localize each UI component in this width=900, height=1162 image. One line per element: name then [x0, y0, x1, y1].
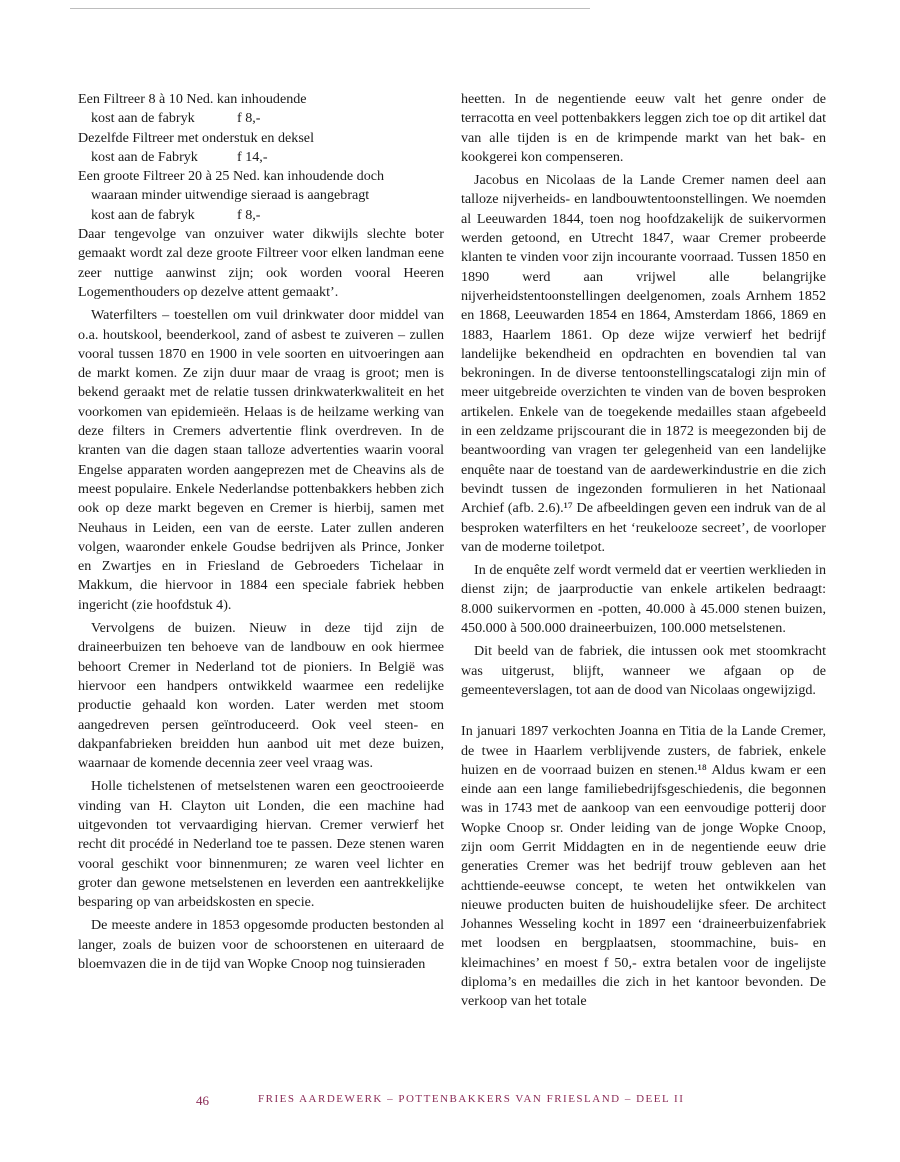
price-list-item-1: Een Filtreer 8 à 10 Ned. kan inhoudende — [78, 91, 307, 107]
paragraph-terracotta: heetten. In de negentiende eeuw valt het genre onder de terracotta en veel pottenbakkers leggen zich toe op dit artikel dat van alle tijden is en de krimpende markt van het bak- en kookgerei kon compenseren. — [461, 91, 826, 165]
price-label: kost aan de Fabryk — [91, 148, 198, 165]
price-row-2 — [78, 148, 444, 167]
price-value: f 8,- — [237, 206, 261, 223]
paragraph-andere-producten: De meeste andere in 1853 opgesomde producten bestonden al langer, zoals de buizen voor de schoorstenen en uiteraard de bloemvazen die in de tijd van Wopke Cnoop nog tuinsieraden — [78, 917, 444, 973]
paragraph-tentoonstellingen: Jacobus en Nicolaas de la Lande Cremer namen deel aan talloze nijverheids- en landbouwtentoonstellingen. We noemden al Leeuwarden 1844, toen nog hoofdzakelijk de suikervormen werden getoond, en Utrecht 1847, waar Cremer probeerde klanten te vinden voor zijn incourante voorraad. Tussen 1850 en 1890 werd aan vrijwel alle belangrijke nijverheidstentoonstellingen deelgenomen, zoals Arnhem 1852 en 1868, Leeuwarden 1854 en 1864, Amsterdam 1866, 1869 en 1883, Haarlem 1861. Op deze wijze verwierf het bedrijf landelijke bekendheid en opdrachten en bovendien tal van bekroningen. In de diverse tentoonstellingscatalogi zijn min of meer uitgebreide overzichten te vinden van de boven besproken artikelen. Enkele van de toegekende medailles staan afgebeeld in een zeldzame prijscourant die in 1872 is meegezonden bij de beantwoording van vragen ter gelegenheid van een landelijke enquête naar de toestand van de aardewerkindustrie en die zich bevindt tussen de ingezonden formulieren in het Nationaal Archief (afb. 2.6).¹⁷ De afbeeldingen geven een indruk van de al besproken waterfilters en het ‘reukelooze secreet’, de voorloper van de moderne toiletpot. — [461, 172, 826, 555]
paragraph-buizen: Vervolgens de buizen. Nieuw in deze tijd zijn de draineerbuizen ten behoeve van de landbouw en ook hiermee behoort Cremer in Nederland tot de pioniers. In België was hiervoor een handpers ontwikkeld waarmee een redelijke productie gehaald kon worden. Later werden met stoom aangedreven persen geïntroduceerd. Ook veel steen- en dakpanfabrieken breidden hun aanbod uit met deze buizen, waarnaar de komende decennia zeer veel vraag was. — [78, 620, 444, 772]
price-list-item-2: Dezelfde Filtreer met onderstuk en deksel — [78, 129, 314, 146]
left-column — [78, 90, 444, 974]
price-value: f 8,- — [237, 110, 261, 127]
paragraph-verkoop: In januari 1897 verkochten Joanna en Titia de la Lande Cremer, de twee in Haarlem verblijvende zusters, de fabriek, enkele huizen en de voorraad buizen en stenen.¹⁸ Aldus kwam er een einde aan een lange familiebedrijfsgeschiedenis, die begonnen was in 1743 met de aankoop van een eenvoudige potterij door Wopke Cnoop sr. Onder leiding van de jonge Wopke Cnoop, zijn oom Gerrit Middagten en in de negentiende eeuw drie generaties Cremer was het bedrijf trouw gebleven aan het achttiende-eeuwse concept, te weten het ontwikkelen van nieuwe producten buiten de huishoudelijke sfeer. De architect Johannes Wesseling kocht in 1897 een ‘draineerbuizenfabriek met loodsen en bergplaatsen, stoommachine, buis- en kleimachines’ en moest f 50,- extra betalen voor de ingelijste diploma’s en medailles die zich in het kantoor bevonden. De verkoop van het totale — [461, 723, 826, 1010]
paragraph-metselstenen: Holle tichelstenen of metselstenen waren een geoctrooieerde vinding van H. Clayton uit Londen, die een machine had uitgevonden tot vervaardiging hiervan. Cremer verwierf het recht dit procédé in Nederland toe te passen. Deze stenen waren vooral geschikt voor binnenmuren; ze waren veel lichter en groter dan gewone metselstenen en leverden een aantrekkelijke besparing op van arbeidskosten en specie. — [78, 778, 444, 911]
paragraph-enquete: In de enquête zelf wordt vermeld dat er veertien werklieden in dienst zijn; de jaarproductie van enkele artikelen bedraagt: 8.000 suikervormen en -potten, 40.000 à 45.000 stenen buizen, 450.000 à 500.000 draineerbuizen, 100.000 metselstenen. — [461, 562, 826, 637]
top-rule — [70, 8, 590, 9]
price-value: f 14,- — [237, 148, 268, 165]
price-label: kost aan de fabryk — [91, 110, 195, 127]
page-number: 46 — [196, 1093, 209, 1108]
running-title: FRIES AARDEWERK – POTTENBAKKERS VAN FRIESLAND – DEEL II — [258, 1093, 685, 1105]
right-column — [461, 90, 826, 1012]
price-list-item-3-cont: waaraan minder uitwendige sieraad is aangebragt — [91, 187, 370, 204]
price-row-1 — [78, 109, 444, 128]
price-label: kost aan de fabryk — [91, 206, 195, 223]
paragraph-stoomkracht: Dit beeld van de fabriek, die intussen ook met stoomkracht was uitgerust, blijft, wanneer we afgaan op de gemeenteverslagen, tot aan de dood van Nicolaas ongewijzigd. — [461, 643, 826, 698]
quote-ending: Daar tengevolge van onzuiver water dikwijls slechte boter gemaakt wordt zal deze groote Filtreer voor elken landman eene zeer nuttige aanwinst zijn; ook worden vooral Heeren Logementhouders op dezelve attent gemaakt’. — [78, 226, 444, 300]
paragraph-waterfilters: Waterfilters – toestellen om vuil drinkwater door middel van o.a. houtskool, beenderkool, zand of asbest te zuiveren – zullen vooral tussen 1870 en 1900 in vele soorten en uitvoeringen aan de markt komen. Ze zijn duur maar de vraag is groot; men is bekend geraakt met de relatie tussen drinkwaterkwaliteit en het voorkomen van epidemieën. Helaas is de heilzame werking van deze filters in Cremers advertentie flink overdreven. In de kranten van die dagen staan talloze advertenties waarin vooral Engelse apparaten worden aangeprezen met de Cheavins als de meest populaire. Enkele Nederlandse pottenbakkers hebben zich ook op deze markt begeven en Cremer is hierbij, samen met Neuhaus in Leiden, een van de eerste. Later zullen anderen volgen, waaronder enkele Goudse bedrijven als Prince, Jonker en Zwartjes en in Friesland de Gebroeders Tichelaar in Makkum, die hiervoor in 1884 een speciale fabriek hebben ingericht (zie hoofdstuk 4). — [78, 307, 444, 613]
price-row-3 — [78, 206, 444, 225]
price-list-item-3: Een groote Filtreer 20 à 25 Ned. kan inhoudende doch — [78, 168, 385, 185]
